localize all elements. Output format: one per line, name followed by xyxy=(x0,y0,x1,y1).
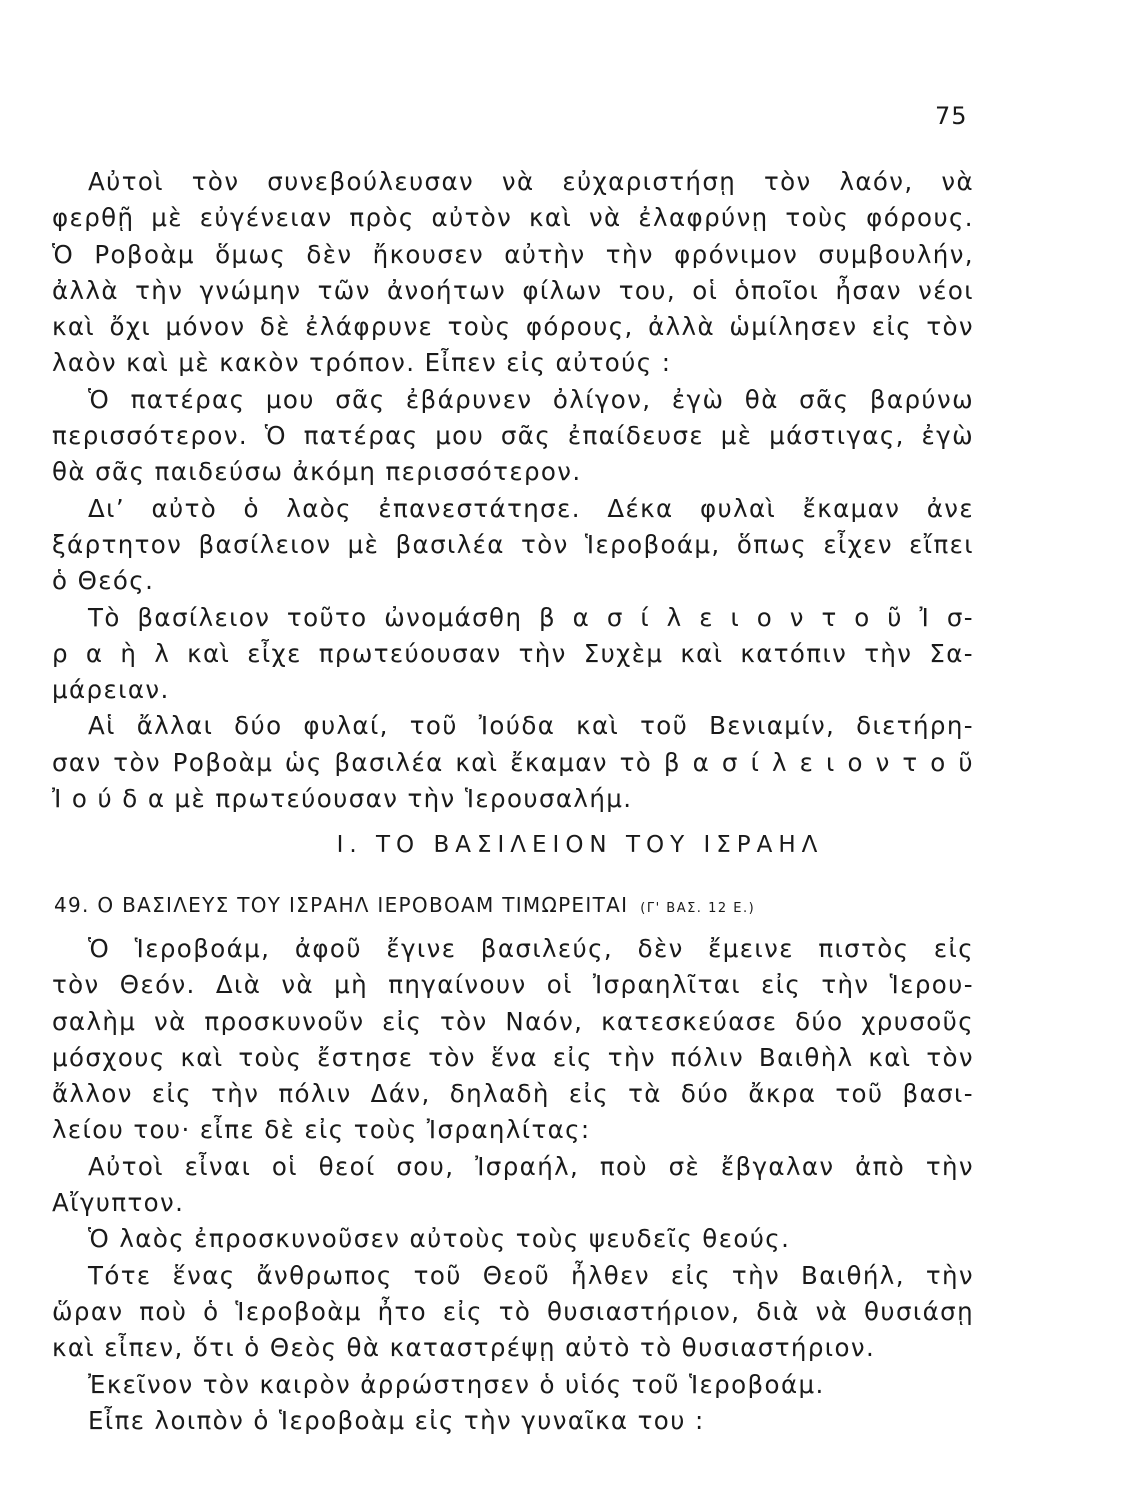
text-line: ἀλλὰ τὴν γνώμην τῶν ἀνοήτων φίλων του, οἱ ὁποῖοι ἦσαν νέοι xyxy=(52,275,974,305)
text-line: φερθῇ μὲ εὐγένειαν πρὸς αὐτὸν καὶ νὰ ἐλαφρύνῃ τοὺς φόρους. xyxy=(52,203,974,233)
text-line: Αἱ ἄλλαι δύο φυλαί, τοῦ Ἰούδα καὶ τοῦ Βενιαμίν, διετήρη- xyxy=(88,711,974,741)
text-line: ὁ Θεός. xyxy=(52,566,155,596)
scripture-reference: (Γ' ΒΑΣ. 12 Ε.) xyxy=(640,901,756,916)
text-line: Αὐτοὶ τὸν συνεβούλευσαν νὰ εὐχαριστήσῃ τὸν λαόν, νὰ xyxy=(88,167,974,196)
text-line: καὶ ὄχι μόνον δὲ ἐλάφρυνε τοὺς φόρους, ἀλλὰ ὡμίλησεν εἰς τὸν xyxy=(52,312,974,342)
text-line: σαν τὸν Ροβοὰμ ὡς βασιλέα καὶ ἔκαμαν τὸ β α σ ί λ ε ι ο ν τ ο ῦ xyxy=(52,747,974,777)
text-line: ἄλλον εἰς τὴν πόλιν Δάν, δηλαδὴ εἰς τὰ δύο ἄκρα τοῦ βασι- xyxy=(52,1079,974,1109)
text-line: Ἰ ο ύ δ α μὲ πρωτεύουσαν τὴν Ἱερουσαλήμ. xyxy=(52,784,633,814)
text-line: Ὁ λαὸς ἐπροσκυνοῦσεν αὐτοὺς τοὺς ψευδεῖς θεούς. xyxy=(88,1224,791,1254)
bottom-text-block xyxy=(52,931,974,1439)
text-line: θὰ σᾶς παιδεύσω ἀκόμη περισσότερον. xyxy=(52,457,582,487)
text-line: λείου του· εἶπε δὲ εἰς τοὺς Ἰσραηλίτας: xyxy=(52,1115,591,1145)
lesson-subheading xyxy=(54,893,755,917)
text-line: Αἴγυπτον. xyxy=(52,1188,185,1218)
text-line: Τὸ βασίλειον τοῦτο ὠνομάσθη β α σ ί λ ε ι ο ν τ ο ῦ Ἰ σ- xyxy=(88,602,974,632)
text-line: περισσότερον. Ὁ πατέρας μου σᾶς ἐπαίδευσε μὲ μάστιγας, ἐγὼ xyxy=(52,421,974,451)
text-line: καὶ εἶπεν, ὅτι ὁ Θεὸς θὰ καταστρέψῃ αὐτὸ τὸ θυσιαστήριον. xyxy=(52,1333,876,1363)
text-line: ρ α ὴ λ καὶ εἶχε πρωτεύουσαν τὴν Συχὲμ καὶ κατόπιν τὴν Σα- xyxy=(52,638,974,668)
text-line: Ὁ πατέρας μου σᾶς ἐβάρυνεν ὀλίγον, ἐγὼ θὰ σᾶς βαρύνω xyxy=(88,384,974,414)
text-line: Τότε ἕνας ἄνθρωπος τοῦ Θεοῦ ἦλθεν εἰς τὴν Βαιθήλ, τὴν xyxy=(88,1260,974,1290)
text-line: λαὸν καὶ μὲ κακὸν τρόπον. Εἶπεν εἰς αὐτούς : xyxy=(52,348,672,378)
text-line: Δι’ αὐτὸ ὁ λαὸς ἐπανεστάτησε. Δέκα φυλαὶ ἔκαμαν ἀνε xyxy=(88,493,974,523)
text-line: Ὁ Ροβοὰμ ὅμως δὲν ἤκουσεν αὐτὴν τὴν φρόνιμον συμβουλήν, xyxy=(52,239,974,269)
text-line: τὸν Θεόν. Διὰ νὰ μὴ πηγαίνουν οἱ Ἰσραηλῖται εἰς τὴν Ἱερου- xyxy=(52,970,974,1000)
text-line: Εἶπε λοιπὸν ὁ Ἱεροβοὰμ εἰς τὴν γυναῖκα του : xyxy=(88,1405,705,1435)
top-text-block xyxy=(52,164,974,817)
text-line: Ὁ Ἱεροβοάμ, ἀφοῦ ἔγινε βασιλεύς, δὲν ἔμεινε πιστὸς εἰς xyxy=(88,934,974,963)
lesson-title: 49. Ο ΒΑΣΙΛΕΥΣ ΤΟΥ ΙΣΡΑΗΛ ΙΕΡΟΒΟΑΜ ΤΙΜΩΡΕΙΤΑΙ xyxy=(54,893,629,917)
page-number: 75 xyxy=(935,102,968,130)
text-line: Αὐτοὶ εἶναι οἱ θεοί σου, Ἰσραήλ, ποὺ σὲ ἔβγαλαν ἀπὸ τὴν xyxy=(88,1151,974,1181)
text-line: ξάρτητον βασίλειον μὲ βασιλέα τὸν Ἱεροβοάμ, ὅπως εἶχεν εἴπει xyxy=(52,529,974,559)
text-line: μάρειαν. xyxy=(52,675,170,705)
text-line: σαλὴμ νὰ προσκυνοῦν εἰς τὸν Ναόν, κατεσκεύασε δύο χρυσοῦς xyxy=(52,1006,974,1036)
text-line: μόσχους καὶ τοὺς ἔστησε τὸν ἕνα εἰς τὴν πόλιν Βαιθὴλ καὶ τὸν xyxy=(52,1042,974,1072)
text-line: ὥραν ποὺ ὁ Ἱεροβοὰμ ἦτο εἰς τὸ θυσιαστήριον, διὰ νὰ θυσιάσῃ xyxy=(52,1296,974,1326)
text-line: Ἐκεῖνον τὸν καιρὸν ἀρρώστησεν ὁ υἱός τοῦ Ἱεροβοάμ. xyxy=(88,1369,825,1399)
section-heading: Ι. ΤΟ ΒΑΣΙΛΕΙΟΝ ΤΟΥ ΙΣΡΑΗΛ xyxy=(336,832,824,858)
